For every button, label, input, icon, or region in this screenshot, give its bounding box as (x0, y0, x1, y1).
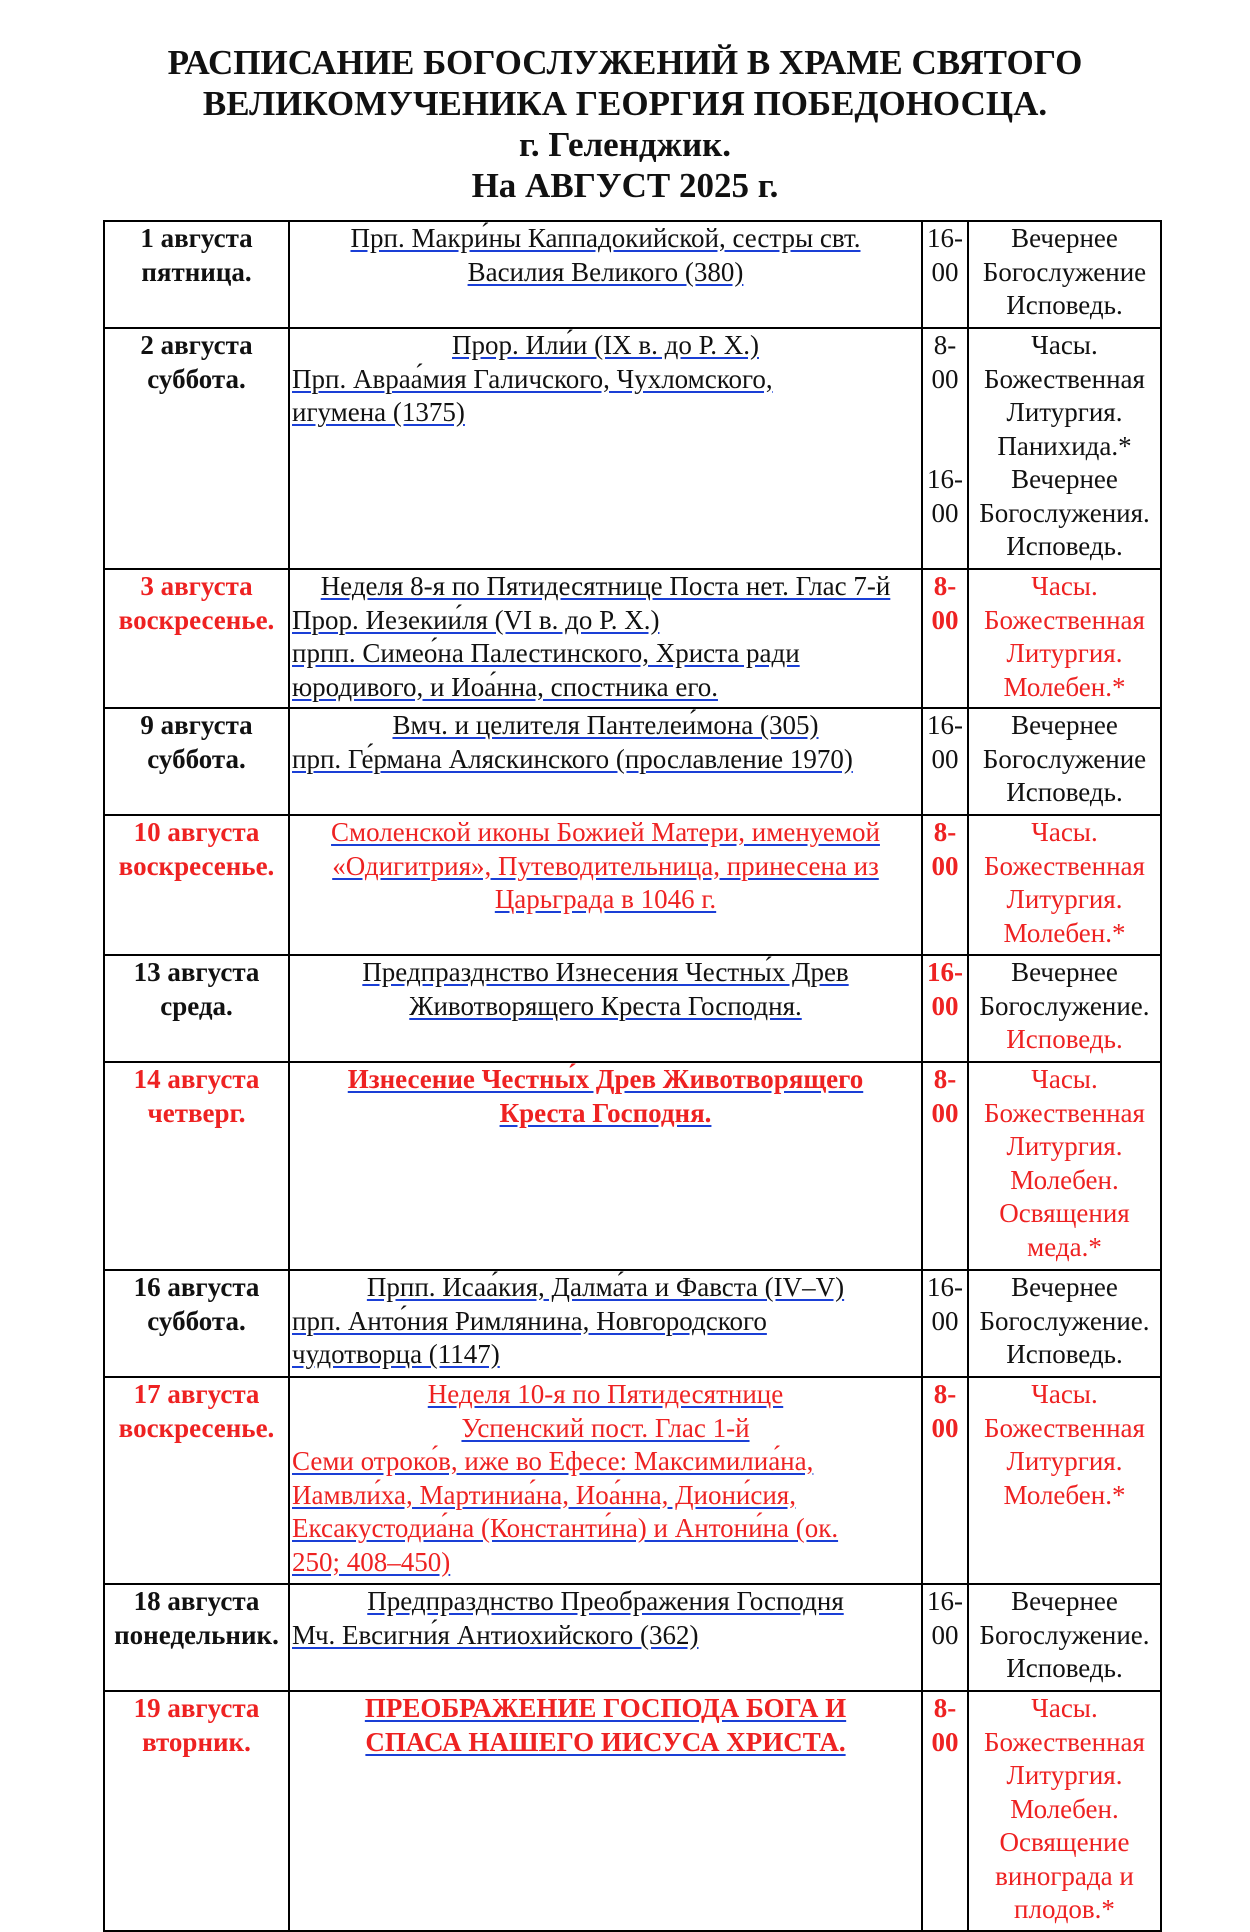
date-text: 3 августа (140, 571, 253, 601)
service-line: винограда и (995, 1860, 1134, 1891)
service-cell (968, 1691, 1161, 1931)
service-line: Вечернее (1011, 957, 1118, 987)
service-line: Божественная (984, 1412, 1145, 1443)
service-line: Молебен.* (1003, 1479, 1126, 1510)
date-cell (104, 1691, 289, 1931)
feast-cell (289, 1584, 922, 1691)
service-cell (968, 569, 1161, 708)
time-hour: 16- (927, 223, 963, 253)
feast-cell (289, 1270, 922, 1377)
time-cell (922, 708, 968, 815)
service-line: Исповедь. (1006, 777, 1123, 807)
feast-line[interactable]: игумена (1375) (292, 397, 465, 427)
service-cell (968, 1377, 1161, 1584)
feast-cell (289, 328, 922, 569)
service-line: Часы. (1031, 330, 1098, 360)
service-line: Исповедь. (1006, 1024, 1123, 1054)
service-line: Литургия. (1006, 1760, 1123, 1790)
date-text: 16 августа (133, 1272, 260, 1302)
date-text: 10 августа (133, 817, 260, 847)
table-row (104, 1691, 1161, 1931)
time-minute: 00 (931, 363, 959, 394)
date-cell (104, 328, 289, 569)
service-line: Божественная (984, 363, 1145, 394)
feast-cell (289, 1062, 922, 1270)
weekday-text: четверг. (147, 1097, 246, 1128)
service-cell (968, 221, 1161, 328)
feast-line[interactable]: Смоленской иконы Божией Матери, именуемой (331, 817, 880, 847)
feast-line[interactable]: СПАСА НАШЕГО ИИСУСА ХРИСТА. (365, 1726, 846, 1757)
weekday-text: воскресенье. (118, 604, 275, 635)
feast-cell (289, 569, 922, 708)
service-line: меда.* (1027, 1231, 1102, 1262)
time-hour: 8- (933, 1064, 957, 1094)
service-line: Исповедь. (1006, 290, 1123, 320)
time-cell (922, 815, 968, 955)
service-line: Молебен. (1010, 1793, 1119, 1824)
table-row (104, 1584, 1161, 1691)
date-text: 2 августа (140, 330, 253, 360)
feast-cell (289, 708, 922, 815)
time-minute: 00 (931, 990, 959, 1021)
time-minute: 00 (931, 1726, 959, 1757)
feast-line[interactable]: Семи отроко́в, иже во Ефесе: Максимилиа́на, (292, 1446, 814, 1476)
feast-line[interactable]: Вмч. и целителя Пантелеи́мона (305) (392, 710, 819, 740)
table-row (104, 221, 1161, 328)
service-cell (968, 1584, 1161, 1691)
time-cell (922, 1062, 968, 1270)
service-line: плодов.* (1014, 1894, 1115, 1924)
date-cell (104, 708, 289, 815)
service-line: Богослужение. (979, 1305, 1150, 1336)
service-line: Исповедь. (1006, 531, 1123, 561)
feast-line[interactable]: Успенский пост. Глас 1-й (461, 1412, 750, 1443)
title-month: На АВГУСТ 2025 г. (471, 166, 779, 205)
service-line: Литургия. (1006, 1446, 1123, 1476)
service-line: Божественная (984, 1726, 1145, 1757)
feast-line[interactable]: Мч. Евсигни́я Антиохийского (362) (292, 1619, 699, 1650)
service-line: Освящение (999, 1827, 1130, 1857)
time-minute: 00 (931, 497, 959, 528)
feast-line[interactable]: Прп. Авраа́мия Галичского, Чухломского, (292, 363, 773, 394)
service-line: Вечернее (1011, 223, 1118, 253)
feast-line[interactable]: Животворящего Креста Господня. (409, 990, 802, 1021)
time-hour: 16- (927, 1272, 963, 1302)
table-row (104, 1270, 1161, 1377)
service-line: Литургия. (1006, 397, 1123, 427)
time-minute: 00 (931, 743, 959, 774)
service-line: Богослужение. (979, 990, 1150, 1021)
feast-line[interactable]: «Одигитрия», Путеводительница, принесена из (332, 850, 879, 881)
service-line: Вечернее (1011, 1586, 1118, 1616)
service-line: Вечернее (1011, 1272, 1118, 1302)
time-hour: 8- (933, 571, 957, 601)
time-hour: 16- (927, 710, 963, 740)
service-cell (968, 1062, 1161, 1270)
feast-line[interactable]: чудотворца (1147) (292, 1339, 500, 1369)
date-cell (104, 221, 289, 328)
table-row (104, 708, 1161, 815)
feast-cell (289, 1691, 922, 1931)
service-line: Молебен.* (1003, 671, 1126, 702)
feast-line[interactable]: прп. Ге́рмана Аляскинского (прославление 1970) (292, 743, 853, 774)
service-line: Богослужение (982, 256, 1147, 287)
service-line: Божественная (984, 1097, 1145, 1128)
service-line: Молебен. (1010, 1164, 1119, 1195)
time-minute: 00 (931, 604, 959, 635)
title-city: г. Геленджик. (518, 125, 732, 164)
time-cell (922, 1377, 968, 1584)
feast-line[interactable]: Прор. Или́и (IX в. до Р. Х.) (452, 330, 759, 360)
feast-line[interactable]: Предпразднство Изнесения Честны́х Древ (362, 957, 849, 987)
date-text: 13 августа (133, 957, 260, 987)
date-cell (104, 1377, 289, 1584)
feast-line[interactable]: юродивого, и Иоа́нна, спостника его. (292, 671, 718, 702)
time-hour: 8- (933, 1693, 957, 1723)
time-hour: 16- (927, 1586, 963, 1616)
service-cell (968, 1270, 1161, 1377)
service-line: Часы. (1031, 1064, 1098, 1094)
service-line: Литургия. (1006, 638, 1123, 668)
feast-cell (289, 815, 922, 955)
title-line-1: РАСПИСАНИЕ БОГОСЛУЖЕНИЙ В ХРАМЕ СВЯТОГО (167, 43, 1083, 82)
service-line: Божественная (984, 850, 1145, 881)
date-text: 19 августа (133, 1693, 260, 1723)
service-line: Божественная (984, 604, 1145, 635)
table-row (104, 328, 1161, 569)
service-line: Часы. (1031, 1693, 1098, 1723)
service-line: Исповедь. (1006, 1339, 1123, 1369)
time-minute: 00 (931, 1619, 959, 1650)
service-cell (968, 708, 1161, 815)
service-line: Часы. (1031, 817, 1098, 847)
time-minute: 00 (931, 1305, 959, 1336)
date-cell (104, 955, 289, 1062)
feast-cell (289, 1377, 922, 1584)
feast-line[interactable]: ПРЕОБРАЖЕНИЕ ГОСПОДА БОГА И (364, 1693, 847, 1723)
feast-line[interactable]: прпп. Симео́на Палестинского, Христа ради (292, 638, 800, 668)
service-line: Литургия. (1006, 884, 1123, 914)
time-hour: 8- (933, 330, 957, 360)
date-text: 1 августа (140, 223, 253, 253)
time-minute: 00 (931, 1097, 959, 1128)
time-cell (922, 1270, 968, 1377)
table-row (104, 569, 1161, 708)
time-cell (922, 1691, 968, 1931)
date-cell (104, 815, 289, 955)
service-cell (968, 815, 1161, 955)
service-line: Вечернее (1011, 710, 1118, 740)
feast-line[interactable]: Креста Господня. (499, 1097, 712, 1128)
service-cell (968, 955, 1161, 1062)
service-line: Богослужения. (979, 497, 1150, 528)
feast-line[interactable]: Прпп. Исаа́кия, Далма́та и Фавста (IV–V) (366, 1272, 845, 1302)
time-cell (922, 328, 968, 569)
service-line: Литургия. (1006, 1131, 1123, 1161)
service-cell (968, 328, 1161, 569)
service-line: Панихида.* (997, 430, 1132, 461)
feast-line[interactable]: Неделя 8-я по Пятидесятнице Поста нет. Глас 7-й (320, 571, 891, 601)
date-cell (104, 569, 289, 708)
time-hour: 8- (933, 817, 957, 847)
time-minute: 00 (931, 256, 959, 287)
time-hour: 16- (927, 464, 963, 494)
table-row (104, 815, 1161, 955)
title-line-2: ВЕЛИКОМУЧЕНИКА ГЕОРГИЯ ПОБЕДОНОСЦА. (202, 84, 1048, 123)
feast-line[interactable]: Царьграда в 1046 г. (494, 884, 717, 914)
table-row (104, 1377, 1161, 1584)
date-text: 14 августа (133, 1064, 260, 1094)
weekday-text: суббота. (147, 743, 246, 774)
feast-line[interactable]: Предпразднство Преображения Господня (367, 1586, 844, 1616)
time-cell (922, 1584, 968, 1691)
feast-line[interactable]: прп. Анто́ния Римлянина, Новгородского (292, 1305, 767, 1336)
time-hour: 8- (933, 1379, 957, 1409)
date-cell (104, 1270, 289, 1377)
service-line: Освящения (999, 1198, 1130, 1228)
service-line: Богослужение (982, 743, 1147, 774)
weekday-text: воскресенье. (118, 850, 275, 881)
weekday-text: среда. (160, 990, 233, 1021)
service-line: Вечернее (1011, 464, 1118, 494)
service-line: Исповедь. (1006, 1653, 1123, 1683)
feast-cell (289, 955, 922, 1062)
service-line: Часы. (1031, 1379, 1098, 1409)
feast-line[interactable]: Василия Великого (380) (467, 256, 744, 287)
time-minute: 00 (931, 850, 959, 881)
weekday-text: вторник. (142, 1726, 251, 1757)
weekday-text: суббота. (147, 1305, 246, 1336)
date-cell (104, 1584, 289, 1691)
feast-line[interactable]: Неделя 10-я по Пятидесятнице (427, 1379, 784, 1409)
feast-line[interactable]: Иамвли́ха, Мартиниа́на, Иоа́нна, Диони́сия, (292, 1479, 796, 1510)
weekday-text: суббота. (147, 363, 246, 394)
date-cell (104, 1062, 289, 1270)
time-minute: 00 (931, 1412, 959, 1443)
table-row (104, 955, 1161, 1062)
time-cell (922, 221, 968, 328)
feast-line[interactable]: Ексакустодиа́на (Константи́на) и Антони́на (ок. (292, 1513, 839, 1543)
table-row (104, 1062, 1161, 1270)
weekday-text: понедельник. (114, 1619, 279, 1650)
feast-cell (289, 221, 922, 328)
time-cell (922, 569, 968, 708)
feast-line[interactable]: Прор. Иезекии́ля (VI в. до Р. Х.) (292, 604, 660, 635)
weekday-text: воскресенье. (118, 1412, 275, 1443)
weekday-text: пятница. (141, 256, 252, 287)
schedule-table (103, 220, 1162, 1932)
date-text: 9 августа (140, 710, 253, 740)
service-line: Богослужение. (979, 1619, 1150, 1650)
service-line: Часы. (1031, 571, 1098, 601)
date-text: 18 августа (133, 1586, 260, 1616)
date-text: 17 августа (133, 1379, 260, 1409)
time-hour: 16- (927, 957, 963, 987)
service-line: Молебен.* (1003, 917, 1126, 948)
time-cell (922, 955, 968, 1062)
feast-line[interactable]: Изнесение Честны́х Древ Животворящего (347, 1064, 864, 1094)
feast-line[interactable]: Прп. Макри́ны Каппадокийской, сестры свт. (350, 223, 861, 253)
feast-line[interactable]: 250; 408–450) (292, 1546, 451, 1577)
page-header (0, 42, 1250, 206)
